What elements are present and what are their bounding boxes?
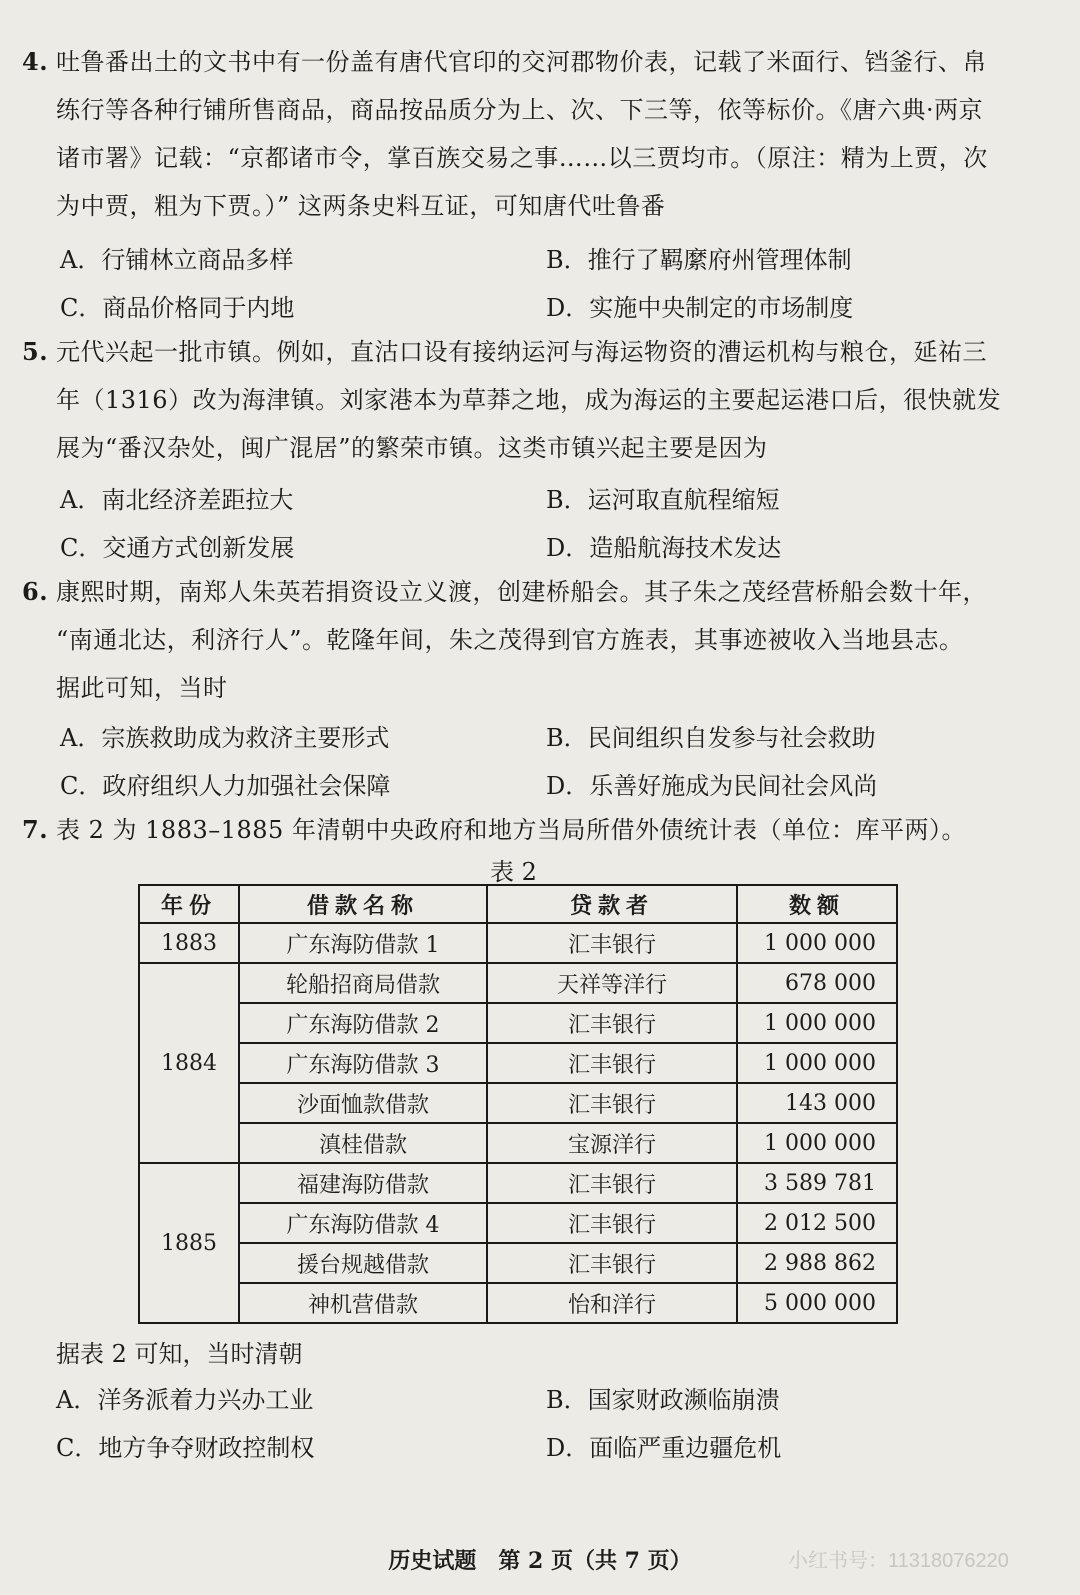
option-a[interactable]: A．洋务派着力兴办工业 — [56, 1386, 314, 1414]
option-d[interactable]: D．造船航海技术发达 — [546, 534, 782, 562]
option-a[interactable]: A．宗族救助成为救济主要形式 — [60, 724, 390, 752]
question-stem-line: 年（1316）改为海津镇。刘家港本为草莽之地，成为海运的主要起运港口后，很快就发 — [56, 386, 1002, 414]
year-cell: 1884 — [139, 963, 239, 1163]
option-d[interactable]: D．面临严重边疆危机 — [546, 1434, 782, 1462]
table-row — [139, 1163, 897, 1203]
year-cell: 1883 — [139, 923, 239, 963]
table-row — [139, 1283, 897, 1323]
table-row — [139, 963, 897, 1003]
table-row — [139, 1083, 897, 1123]
option-d[interactable]: D．实施中央制定的市场制度 — [546, 294, 854, 322]
amount-cell: 1 000 000 — [737, 1123, 897, 1163]
question-followup: 据表 2 可知，当时清朝 — [56, 1340, 303, 1368]
loan-name-cell: 广东海防借款 2 — [239, 1003, 487, 1043]
question-stem-line: 展为“番汉杂处，闽广混居”的繁荣市镇。这类市镇兴起主要是因为 — [56, 434, 768, 462]
lender-cell: 汇丰银行 — [487, 1003, 737, 1043]
question-number: 4. — [22, 47, 49, 76]
loan-name-cell: 广东海防借款 1 — [239, 923, 487, 963]
lender-cell: 汇丰银行 — [487, 1203, 737, 1243]
question-stem-line: 吐鲁番出土的文书中有一份盖有唐代官印的交河郡物价表，记载了米面行、铛釜行、帛 — [56, 48, 987, 76]
amount-cell: 678 000 — [737, 963, 897, 1003]
question-stem-line: 练行等各种行铺所售商品，商品按品质分为上、次、下三等，依等标价。《唐六典·两京 — [56, 96, 984, 124]
header-loan-name: 借款名称 — [239, 885, 487, 923]
loan-name-cell: 沙面恤款借款 — [239, 1083, 487, 1123]
question-5 — [22, 328, 1042, 472]
amount-cell: 1 000 000 — [737, 1043, 897, 1083]
question-stem-line: 表 2 为 1883–1885 年清朝中央政府和地方当局所借外债统计表（单位：库平两）。 — [56, 816, 966, 844]
page-footer: 历史试题 第 2 页（共 7 页） — [388, 1548, 692, 1574]
question-stem-line: “南通北达，利济行人”。乾隆年间，朱之茂得到官方旌表，其事迹被收入当地县志。 — [56, 626, 964, 654]
loan-name-cell: 援台规越借款 — [239, 1243, 487, 1283]
amount-cell: 1 000 000 — [737, 923, 897, 963]
option-b[interactable]: B．运河取直航程缩短 — [546, 486, 780, 514]
option-b[interactable]: B．民间组织自发参与社会救助 — [546, 724, 876, 752]
lender-cell: 天祥等洋行 — [487, 963, 737, 1003]
lender-cell: 汇丰银行 — [487, 1163, 737, 1203]
table-title: 表 2 — [490, 858, 537, 886]
lender-cell: 汇丰银行 — [487, 1043, 737, 1083]
question-7 — [22, 806, 1042, 854]
table-row — [139, 923, 897, 963]
amount-cell: 1 000 000 — [737, 1003, 897, 1043]
lender-cell: 怡和洋行 — [487, 1283, 737, 1323]
amount-cell: 3 589 781 — [737, 1163, 897, 1203]
lender-cell: 汇丰银行 — [487, 1083, 737, 1123]
question-6 — [22, 568, 1042, 712]
question-4 — [22, 38, 1042, 230]
year-cell: 1885 — [139, 1163, 239, 1323]
option-d[interactable]: D．乐善好施成为民间社会风尚 — [546, 772, 878, 800]
table-row — [139, 1003, 897, 1043]
watermark-text: 小红书号：1131807622​0 — [788, 1550, 1009, 1572]
option-b[interactable]: B．国家财政濒临崩溃 — [546, 1386, 780, 1414]
table-header-row — [139, 885, 897, 923]
question-number: 7. — [22, 815, 49, 844]
option-a[interactable]: A．行铺林立商品多样 — [60, 246, 294, 274]
lender-cell: 宝源洋行 — [487, 1123, 737, 1163]
loan-name-cell: 轮船招商局借款 — [239, 963, 487, 1003]
table-row — [139, 1043, 897, 1083]
question-number: 5. — [22, 337, 49, 366]
amount-cell: 2 012 500 — [737, 1203, 897, 1243]
header-amount: 数额 — [737, 885, 897, 923]
option-c[interactable]: C．政府组织人力加强社会保障 — [60, 772, 391, 800]
question-stem-line: 元代兴起一批市镇。例如，直沽口设有接纳运河与海运物资的漕运机构与粮仓，延祐三 — [56, 338, 987, 366]
option-c[interactable]: C．地方争夺财政控制权 — [56, 1434, 315, 1462]
option-c[interactable]: C．商品价格同于内地 — [60, 294, 295, 322]
loan-name-cell: 广东海防借款 4 — [239, 1203, 487, 1243]
option-b[interactable]: B．推行了羁縻府州管理体制 — [546, 246, 852, 274]
amount-cell: 143 000 — [737, 1083, 897, 1123]
question-stem-line: 为中贾，粗为下贾。）” 这两条史料互证，可知唐代吐鲁番 — [56, 192, 666, 220]
table-row — [139, 1243, 897, 1283]
header-year: 年份 — [139, 885, 239, 923]
question-stem-line: 康熙时期，南郑人朱英若捐资设立义渡，创建桥船会。其子朱之茂经营桥船会数十年， — [56, 578, 987, 606]
amount-cell: 5 000 000 — [737, 1283, 897, 1323]
option-a[interactable]: A．南北经济差距拉大 — [60, 486, 294, 514]
loan-name-cell: 广东海防借款 3 — [239, 1043, 487, 1083]
question-number: 6. — [22, 577, 49, 606]
lender-cell: 汇丰银行 — [487, 923, 737, 963]
loan-table — [138, 884, 898, 1324]
question-stem-line: 据此可知，当时 — [56, 674, 228, 702]
amount-cell: 2 988 862 — [737, 1243, 897, 1283]
loan-name-cell: 滇桂借款 — [239, 1123, 487, 1163]
question-stem-line: 诸市署》记载：“京都诸市令，掌百族交易之事……以三贾均市。（原注：精为上贾，次 — [56, 144, 988, 172]
loan-name-cell: 福建海防借款 — [239, 1163, 487, 1203]
header-lender: 贷款者 — [487, 885, 737, 923]
option-c[interactable]: C．交通方式创新发展 — [60, 534, 295, 562]
lender-cell: 汇丰银行 — [487, 1243, 737, 1283]
table-row — [139, 1203, 897, 1243]
loan-name-cell: 神机营借款 — [239, 1283, 487, 1323]
table-row — [139, 1123, 897, 1163]
